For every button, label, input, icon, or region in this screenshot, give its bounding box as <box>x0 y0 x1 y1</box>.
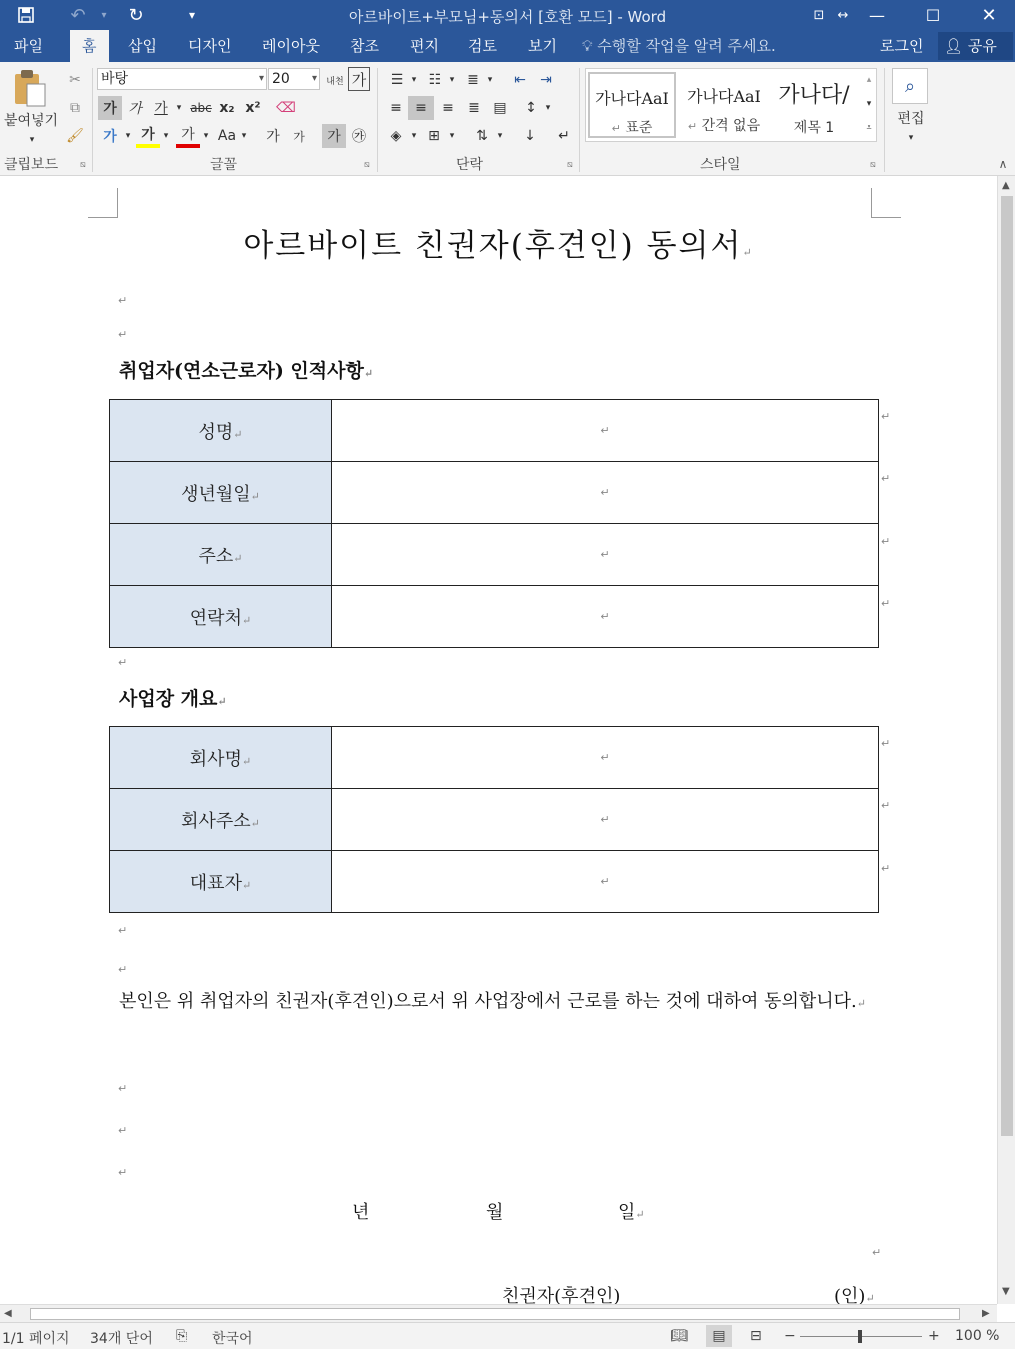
highlight-dropdown-icon[interactable]: ▾ <box>163 131 169 141</box>
style-normal[interactable] <box>588 72 676 138</box>
cut-icon[interactable]: ✂ <box>69 72 81 88</box>
date-year-label: 년 <box>352 1202 370 1223</box>
row-end-mark: ↵ <box>881 472 891 485</box>
italic-button[interactable]: 가 <box>128 101 142 117</box>
seal-label: (인)↵ <box>834 1286 875 1304</box>
font-launcher-icon[interactable]: ⧅ <box>364 160 370 170</box>
numbering-dropdown-icon[interactable]: ▾ <box>449 75 455 85</box>
underline-button[interactable]: 가 <box>154 101 168 117</box>
clipboard-group-label: 클립보드 <box>4 157 59 173</box>
document-title: 아르바이트 친권자(후견인) 동의서↵ <box>243 228 754 264</box>
font-size-value: 20 <box>272 71 290 87</box>
line-spacing-icon[interactable]: ↕ <box>525 100 537 116</box>
paragraph-mark: ↵ <box>742 246 754 259</box>
strikethrough-button[interactable]: abc <box>190 101 212 115</box>
share-button[interactable] <box>938 32 1013 60</box>
vertical-scrollbar[interactable] <box>997 176 1015 1304</box>
ribbon-display-options-icon[interactable]: ⊡ <box>813 7 825 23</box>
styles-group-label: 스타일 <box>700 157 741 173</box>
person-icon: 👤︎ <box>944 37 964 55</box>
borders-icon[interactable]: ⊞ <box>428 128 440 144</box>
table-row <box>110 524 879 586</box>
paragraph-mark: ↵ <box>865 1292 875 1304</box>
paragraph-mark: ↵ <box>363 367 374 380</box>
change-case-dropdown-icon[interactable]: ▾ <box>241 131 247 141</box>
style-heading-1-name: 제목 1 <box>793 120 835 136</box>
paragraph-mark: ↵ <box>856 997 866 1010</box>
undo-dropdown-icon[interactable]: ▾ <box>101 9 107 21</box>
web-layout-icon[interactable]: ⊟ <box>750 1328 762 1344</box>
row-end-mark: ↵ <box>881 737 891 750</box>
status-bar <box>0 1322 1015 1349</box>
paragraph-mark-icon: ↵ <box>687 120 698 133</box>
language-indicator[interactable]: 한국어 <box>212 1331 253 1347</box>
window-title: 아르바이트+부모님+동의서 [호환 모드] - Word <box>348 8 667 26</box>
styles-scroll-down-icon[interactable]: ▾ <box>866 99 872 109</box>
cell-mark: ↵ <box>241 878 252 892</box>
lightbulb-icon: 💡︎ <box>582 37 593 55</box>
paste-button[interactable]: 붙여넣기 <box>3 113 59 129</box>
font-name-combo[interactable] <box>97 68 267 90</box>
paragraph-mark: ↵ <box>118 656 128 669</box>
birthdate-value-cell[interactable]: ↵ <box>332 462 879 524</box>
tab-insert[interactable]: 삽입 <box>128 37 157 55</box>
tab-home[interactable]: 홈 <box>70 30 109 62</box>
paragraph-mark: ↵ <box>118 963 128 976</box>
scroll-left-icon[interactable]: ◀ <box>4 1308 12 1319</box>
font-size-combo[interactable] <box>268 68 320 90</box>
paragraph-mark: ↵ <box>118 328 128 341</box>
style-no-spacing-name: ↵ 간격 없음 <box>687 118 761 134</box>
paragraph-mark: ↵ <box>118 924 128 937</box>
row-end-mark: ↵ <box>881 597 891 610</box>
table-label-cell[interactable]: 회사명↵ <box>110 727 332 789</box>
styles-scroll-up-icon[interactable]: ▴ <box>866 75 872 85</box>
group-divider <box>377 68 378 172</box>
table-row <box>110 789 879 851</box>
change-case-button[interactable]: Aa <box>217 128 237 144</box>
paragraph-mark: ↵ <box>635 1208 645 1221</box>
style-normal-sample: 가나다AaI <box>595 89 669 108</box>
workplace-info-table <box>109 726 879 913</box>
font-group-label: 글꼴 <box>210 157 238 173</box>
tab-mailings[interactable]: 편지 <box>410 37 439 55</box>
cell-mark: ↵ <box>241 613 252 627</box>
styles-gallery <box>585 68 877 142</box>
text-effects-button[interactable]: 가 <box>103 129 117 145</box>
close-icon[interactable]: ✕ <box>981 4 997 26</box>
title-bar <box>0 0 1015 30</box>
borders-dropdown-icon[interactable]: ▾ <box>449 131 455 141</box>
collapse-ribbon-icon[interactable]: ∧ <box>998 157 1008 171</box>
paragraph-mark: ↵ <box>118 1166 128 1179</box>
representative-value-cell[interactable]: ↵ <box>332 851 879 913</box>
section2-heading: 사업장 개요↵ <box>119 688 227 710</box>
justify-icon[interactable]: ≣ <box>468 100 480 116</box>
align-right-icon[interactable]: ≡ <box>442 100 454 116</box>
contact-value-cell[interactable]: ↵ <box>332 586 879 648</box>
font-name-value: 바탕 <box>101 71 129 87</box>
tab-references[interactable]: 참조 <box>350 37 379 55</box>
horizontal-scrollbar[interactable] <box>0 1304 997 1322</box>
font-color-button[interactable]: 가 <box>176 124 200 148</box>
paragraph-mark: ↵ <box>118 1082 128 1095</box>
table-row <box>110 586 879 648</box>
applicant-info-table <box>109 399 879 648</box>
superscript-button[interactable]: x² <box>245 100 261 116</box>
zoom-in-icon[interactable]: + <box>928 1328 940 1344</box>
undo-icon[interactable]: ↶ <box>70 4 86 26</box>
login-button[interactable]: 로그인 <box>880 37 924 55</box>
document-canvas[interactable] <box>0 176 997 1304</box>
paragraph-mark: ↵ <box>872 1246 882 1259</box>
group-divider <box>579 68 580 172</box>
search-icon[interactable]: ⌕ <box>892 68 928 104</box>
tab-design[interactable]: 디자인 <box>188 37 232 55</box>
page-count[interactable]: 1/1 페이지 <box>2 1331 70 1347</box>
row-end-mark: ↵ <box>881 799 891 812</box>
tell-me-text: 수행할 작업을 알려 주세요. <box>597 37 776 55</box>
minimize-icon[interactable]: — <box>869 5 885 25</box>
table-label-cell[interactable]: 생년월일↵ <box>110 462 332 524</box>
vertical-scroll-thumb[interactable] <box>1001 196 1013 1136</box>
row-end-mark: ↵ <box>881 862 891 875</box>
sort-icon[interactable]: ↓ <box>524 128 536 144</box>
bold-button[interactable]: 가 <box>98 96 122 120</box>
cell-mark: ↵ <box>250 816 260 830</box>
redo-icon[interactable]: ↻ <box>128 4 144 26</box>
read-mode-icon[interactable]: 📖︎ <box>670 1328 688 1344</box>
highlight-button[interactable]: 가 <box>136 124 160 148</box>
ribbon-home <box>0 62 1015 176</box>
shrink-font-button[interactable]: 가 <box>293 129 305 144</box>
table-label-cell[interactable]: 회사주소↵ <box>110 789 332 851</box>
group-divider <box>884 68 885 172</box>
address-value-cell[interactable]: ↵ <box>332 524 879 586</box>
signer-label: 친권자(후견인) <box>502 1286 621 1304</box>
paragraph-launcher-icon[interactable]: ⧅ <box>567 160 573 170</box>
align-center-icon[interactable]: ≡ <box>408 96 434 120</box>
subscript-button[interactable]: x₂ <box>219 100 235 116</box>
distributed-icon[interactable]: ▤ <box>493 100 507 116</box>
style-no-spacing-sample: 가나다AaI <box>687 87 761 106</box>
multilevel-list-icon[interactable]: ≣ <box>467 72 479 88</box>
paragraph-mark: ↵ <box>118 1124 128 1137</box>
margin-corner-mark <box>88 188 118 218</box>
section1-heading: 취업자(연소근로자) 인적사항↵ <box>119 360 374 382</box>
scroll-right-icon[interactable]: ▶ <box>982 1308 990 1319</box>
align-left-icon[interactable]: ≡ <box>390 100 402 116</box>
paragraph-group-label: 단락 <box>456 157 484 173</box>
numbering-icon[interactable]: ☷ <box>428 72 442 88</box>
name-value-cell[interactable]: ↵ <box>332 400 879 462</box>
maximize-icon[interactable]: ☐ <box>925 5 941 25</box>
tell-me-box[interactable] <box>582 30 776 62</box>
shading-dropdown-icon[interactable]: ▾ <box>411 131 417 141</box>
table-label-cell[interactable]: 대표자↵ <box>110 851 332 913</box>
clipboard-launcher-icon[interactable]: ⧅ <box>80 160 86 170</box>
table-label-cell[interactable]: 주소↵ <box>110 524 332 586</box>
consent-paragraph: 본인은 위 취업자의 친권자(후견인)으로서 위 사업장에서 근로를 하는 것에 대하여 동의합니다.↵ <box>119 991 866 1012</box>
cell-mark: ↵ <box>241 754 252 768</box>
share-label: 공유 <box>967 37 997 55</box>
paste-icon[interactable] <box>8 68 52 108</box>
zoom-out-icon[interactable]: − <box>784 1328 796 1344</box>
proofing-icon[interactable]: ⎘ <box>176 1328 188 1344</box>
table-row <box>110 851 879 913</box>
multilevel-dropdown-icon[interactable]: ▾ <box>487 75 493 85</box>
group-divider <box>92 68 93 172</box>
bullets-dropdown-icon[interactable]: ▾ <box>411 75 417 85</box>
resize-icon[interactable]: ↔ <box>837 7 849 23</box>
row-end-mark: ↵ <box>881 535 891 548</box>
underline-dropdown-icon[interactable]: ▾ <box>176 103 182 113</box>
format-painter-icon[interactable]: 🖌︎ <box>66 128 84 144</box>
tab-review[interactable]: 검토 <box>468 37 497 55</box>
tab-view[interactable]: 보기 <box>528 37 557 55</box>
cell-mark: ↵ <box>250 489 260 503</box>
scroll-down-icon[interactable]: ▼ <box>1002 1286 1010 1297</box>
date-month-label: 월 <box>486 1202 504 1223</box>
company-name-value-cell[interactable]: ↵ <box>332 727 879 789</box>
grow-font-button[interactable]: 가 <box>266 129 280 145</box>
text-effects-dropdown-icon[interactable]: ▾ <box>125 131 131 141</box>
editing-button[interactable]: 편집 <box>897 111 925 127</box>
style-no-spacing[interactable] <box>680 72 768 138</box>
table-row <box>110 400 879 462</box>
asian-layout-dropdown-icon[interactable]: ▾ <box>497 131 503 141</box>
copy-icon[interactable]: ⧉ <box>70 100 80 116</box>
cell-mark: ↵ <box>233 427 243 441</box>
styles-launcher-icon[interactable]: ⧅ <box>870 160 876 170</box>
table-label-cell[interactable]: 연락처↵ <box>110 586 332 648</box>
editing-dropdown-icon[interactable]: ▾ <box>908 133 914 143</box>
ribbon-tabs <box>0 30 1015 62</box>
asian-layout-icon[interactable]: ⇅ <box>476 128 488 144</box>
chevron-down-icon: ▾ <box>311 73 317 84</box>
clear-formatting-icon[interactable]: ⌫ <box>276 100 296 116</box>
cell-mark: ↵ <box>233 551 243 565</box>
line-spacing-dropdown-icon[interactable]: ▾ <box>545 103 551 113</box>
bullets-icon[interactable]: ☰ <box>390 72 404 88</box>
company-address-value-cell[interactable]: ↵ <box>332 789 879 851</box>
enclose-characters-button[interactable]: ㉮ <box>352 129 366 145</box>
styles-more-icon[interactable]: ⩡ <box>866 123 872 133</box>
customize-quick-access-icon[interactable]: ▾ <box>188 8 196 22</box>
scroll-up-icon[interactable]: ▲ <box>1002 180 1010 191</box>
margin-corner-mark <box>871 188 901 218</box>
shading-icon[interactable]: ◈ <box>390 128 402 144</box>
style-normal-name: ↵ 표준 <box>611 120 653 136</box>
style-heading-1-sample: 가나다/ <box>778 83 850 108</box>
horizontal-scroll-thumb[interactable] <box>30 1308 960 1320</box>
increase-indent-icon[interactable]: ⇥ <box>540 72 552 88</box>
phonetic-guide-button[interactable]: 내천 <box>326 76 344 87</box>
table-row <box>110 727 879 789</box>
word-count[interactable]: 34개 단어 <box>90 1331 153 1347</box>
char-shading-button[interactable]: 가 <box>322 124 346 148</box>
tab-layout[interactable]: 레이아웃 <box>262 37 320 55</box>
paragraph-mark: ↵ <box>118 294 128 307</box>
style-heading-1[interactable] <box>770 72 858 138</box>
print-layout-icon[interactable]: ▤ <box>706 1325 732 1347</box>
paste-dropdown-icon[interactable]: ▾ <box>29 135 35 145</box>
paragraph-mark-icon: ↵ <box>611 122 621 135</box>
date-day-label: 일↵ <box>618 1202 645 1223</box>
table-row <box>110 462 879 524</box>
paragraph-mark: ↵ <box>217 695 227 708</box>
font-color-dropdown-icon[interactable]: ▾ <box>203 131 209 141</box>
tab-file[interactable]: 파일 <box>14 37 43 55</box>
table-label-cell[interactable]: 성명↵ <box>110 400 332 462</box>
chevron-down-icon: ▾ <box>258 73 264 84</box>
char-border-button[interactable]: 가 <box>348 67 370 91</box>
zoom-slider-thumb[interactable] <box>858 1330 862 1343</box>
zoom-level[interactable]: 100 % <box>955 1328 1000 1344</box>
decrease-indent-icon[interactable]: ⇤ <box>514 72 526 88</box>
row-end-mark: ↵ <box>881 410 891 423</box>
show-marks-icon[interactable]: ↵ <box>558 128 570 144</box>
